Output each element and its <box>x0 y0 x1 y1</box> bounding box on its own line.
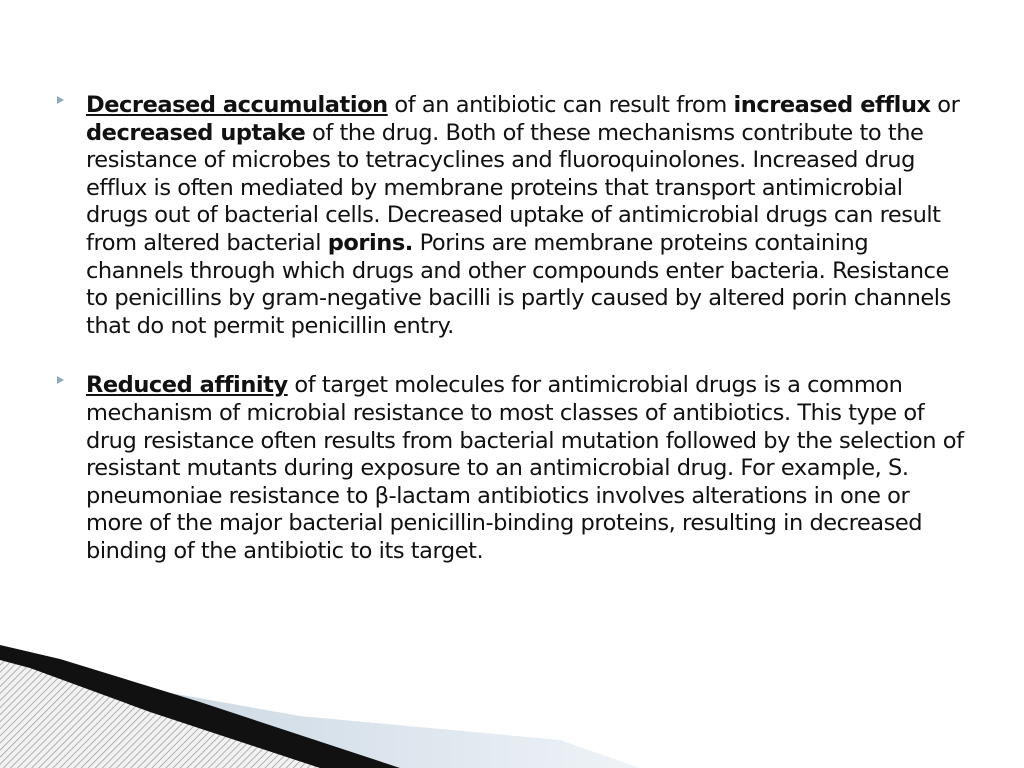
term-increased-efflux: increased efflux <box>733 92 931 118</box>
paragraph-decreased-accumulation <box>86 92 966 340</box>
term-reduced-affinity: Reduced affinity <box>86 372 288 399</box>
term-porins: porins. <box>327 229 413 256</box>
paragraph-text: of the drug. Both of these mechanisms contribute to the resistance of microbes to tetracyclines and fluoroquinolones. Increased drug efflux is often mediated by membrane proteins that transport antimicrobial drugs out of bacterial cells. Decreased uptake of antimicrobial drugs can result from altered bacterial <box>86 119 941 256</box>
bullet-arrow-icon <box>57 376 64 384</box>
term-decreased-accumulation: Decreased accumulation <box>86 92 388 118</box>
paragraph-text: of target molecules for antimicrobial drugs is a common mechanism of microbial resistance to most classes of antibiotics. This type of drug resistance often results from bacterial mutation followed by the selection of resistant mutants during exposure to an antimicrobial drug. For example, S. pneumoniae resistance to β-lactam antibiotics involves alterations in one or more of the major bacterial penicillin-binding proteins, resulting in decreased binding of the antibiotic to its target. <box>86 372 964 564</box>
paragraph-text: of an antibiotic can result from <box>387 92 734 118</box>
term-decreased-uptake: decreased uptake <box>86 119 306 146</box>
slide-body <box>86 92 966 598</box>
bullet-arrow-icon <box>57 96 64 104</box>
paragraph-reduced-affinity <box>86 372 966 565</box>
paragraph-text: or <box>930 92 960 118</box>
paragraph-text: Porins are membrane proteins containing channels through which drugs and other compounds enter bacteria. Resistance to penicillins by gram-negative bacilli is partly caused by altered porin channels that do not permit penicillin entry. <box>86 229 951 339</box>
